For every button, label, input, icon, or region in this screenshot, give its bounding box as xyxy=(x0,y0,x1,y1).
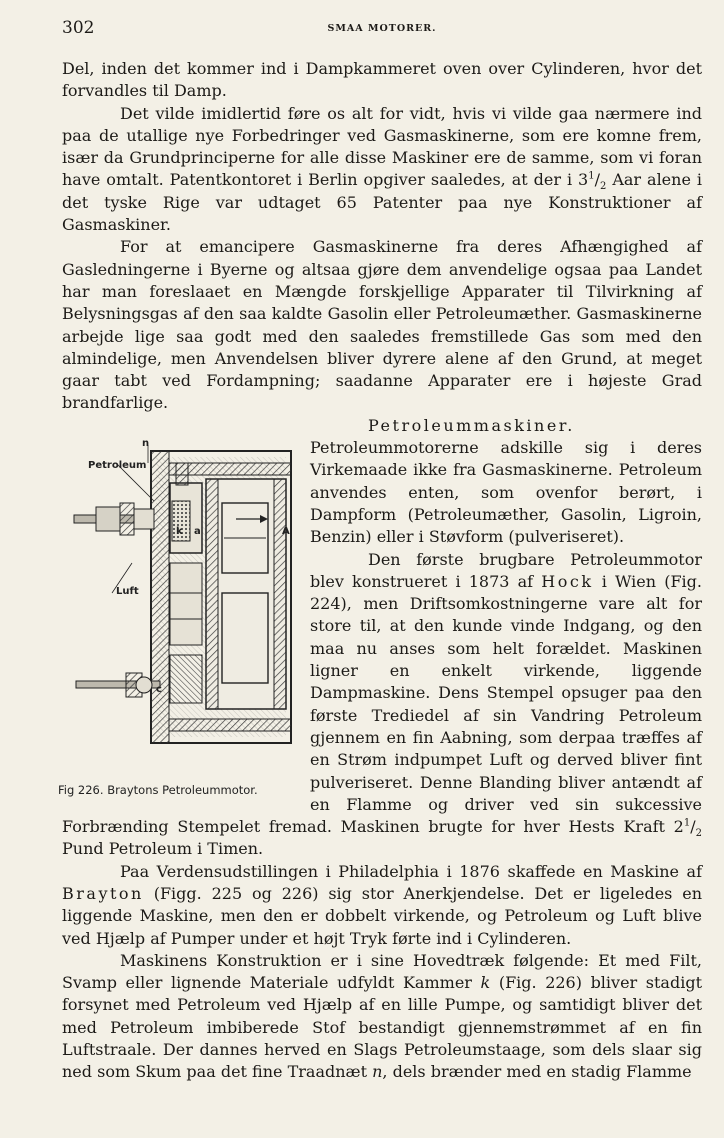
figure-caption: Fig 226. Braytons Petroleummotor. xyxy=(58,782,258,797)
name-brayton: Brayton xyxy=(62,883,144,903)
section-heading-petroleummaskiner: Petroleummaskiner. xyxy=(368,415,575,435)
fraction-denominator: 2 xyxy=(600,181,607,193)
label-c: c xyxy=(156,683,162,695)
paragraph-7-text-b: (Fig. 226) bliver stadigt forsynet med Petroleum ved Hjælp af en lille Pumpe, og samtidigt bliver det med Petroleum imbiberede Stof bestandigt gjennemstrømmet af en fin Luftstraale. Der dannes herved en Slags Petroleumstaage, som dels slaar sig ned som Skum paa det fine Traadnæt xyxy=(62,973,702,1082)
paragraph-7-text-c: , dels brænder med en stadig Flamme xyxy=(382,1062,692,1082)
paragraph-3 xyxy=(62,236,702,414)
name-hock: Hock xyxy=(541,571,594,591)
paragraph-2-text: Det vilde imidlertid føre os alt for vidt, hvis vi vilde gaa nærmere ind paa de utallige nye Forbedringer ved Gasmaskinerne, som ere komne frem, især da Grundprinciperne for alle disse Maskiner ere de samme, som vi foran have omtalt. Patentkontoret i Berlin opgiver saaledes, at der i xyxy=(62,103,702,190)
paragraph-6-text-b: (Figg. 225 og 226) sig stor Anerkjendelse. Det er ligeledes en liggende Maskine, men den er dobbelt virkende, og Petroleum og Luft blive ved Hjælp af Pumper under et højt Tryk førte ind i Cylinderen. xyxy=(62,883,702,948)
fraction-denominator-2: 2 xyxy=(695,828,702,840)
paragraph-7-text-a: Maskinens Konstruktion er i sine Hovedtræk følgende: Et med Filt, Svamp eller lignende Materiale udfyldt Kammer xyxy=(62,950,702,993)
paragraph-6 xyxy=(62,861,702,950)
paragraph-2: Det vilde imidlertid føre os alt for vidt, hvis vi vilde gaa nærmere ind paa de utallige nye Forbedringer ved Gasmaskinerne, som ere komne frem, især da Grundprinciperne for alle disse Maskiner ere de samme, som vi foran have omtalt. Patentkontoret i Berlin opgiver saaledes, at der i $3^1/_2$ Aar alene i det tyske Rige var udtaget 65 Patenter paa nye Konstruktioner af Gasmaskiner. xyxy=(62,103,703,235)
fraction-whole-2: 2 xyxy=(673,817,684,837)
label-k: k xyxy=(176,525,183,537)
page-body xyxy=(58,58,703,1084)
label-luft: Luft xyxy=(116,585,139,597)
symbol-k: k xyxy=(480,973,491,993)
engine-illustration xyxy=(56,443,300,773)
page-number: 302 xyxy=(62,18,95,38)
paragraph-2-tail: Aar alene i det tyske Rige var udtaget 65 Patenter paa nye Konstruktioner af Gasmaskiner. xyxy=(62,170,703,235)
fraction-numerator: 1 xyxy=(588,171,595,183)
running-title: SMAA MOTORER. xyxy=(327,23,437,34)
paragraph-3-text: For at emancipere Gasmaskinerne fra deres Afhængighed af Gasledningerne i Byerne og altsaa gjøre dem anvendelige ogsaa paa Landet har man foreslaaet en Mængde forskjellige Apparater til Tilvirkning af Belysningsgas af den saa kaldte Gasolin eller Petroleumæther. Gasmaskinerne arbejde lige saa godt med den saaledes fremstillede Gas som med den almindelige, men Anvendelsen bliver dyrere alene af den Grund, at meget gaar tabt ved Fordampning; saadanne Apparater ere i højeste Grad brandfarlige. xyxy=(62,237,702,413)
paragraph-4-text: Petroleummotorerne adskille sig i deres Virkemaade ikke fra Gasmaskinerne. Petroleum anvendes enten, som ovenfor berørt, i Dampform (Petroleumæther, Gasolin, Ligroin, Benzin) eller i Støvform (pulveriseret). xyxy=(310,438,702,547)
paragraph-1: Del, inden det kommer ind i Dampkammeret oven over Cylinderen, hvor det forvandles til Damp. xyxy=(62,59,702,101)
figure-braytons-petroleum-motor xyxy=(56,415,304,807)
paragraph-5-text-b: i Wien (Fig. 224), men Driftsomkostningerne vare alt for store til, at den kunde vinde Indgang, og den maa nu anses som helt forældet. Maskinen ligner en enkelt virkende, liggende Dampmaskine. Dens Stempel opsuger paa den første Trediedel af sin Vandring Petroleum gjennem en fin Aabning, som derpaa træffes af en Strøm indpumpet Luft og derved bliver fint pulveriseret. Denne Blanding bliver antændt af en Flamme og driver ved sin sukcessive Forbrænding Stempelet fremad. Maskinen brugte for hver Hests Kraft xyxy=(62,571,702,837)
label-A: A xyxy=(282,525,290,537)
fraction-whole: 3 xyxy=(578,170,589,190)
paragraph-5-text-a: Den første brugbare Petroleummotor blev konstrueret i 1873 af xyxy=(310,549,702,591)
fraction-numerator-2: 1 xyxy=(683,817,691,829)
paragraph-5: Den første brugbare Petroleummotor blev konstrueret i 1873 af Hock i Wien (Fig. 224), men Driftsomkostningerne vare alt for store til, at den kunde vinde Indgang, og den maa nu anses som helt forældet. Maskinen ligner en enkelt virkende, liggende Dampmaskine. Dens Stempel opsuger paa den første Trediedel af sin Vandring Petroleum gjennem en fin Aabning, som derpaa træffes af en Strøm indpumpet Luft og derved bliver fint pulveriseret. Denne Blanding bliver antændt af en Flamme og driver ved sin sukcessive Forbrænding Stempelet fremad. Maskinen brugte for hver Hests Kraft $2^1/_2$ Pund Petroleum i Timen. xyxy=(62,549,702,859)
label-a: a xyxy=(194,525,201,537)
paragraph-7 xyxy=(62,950,702,1084)
label-n: n xyxy=(142,437,150,449)
paragraph-6-text-a: Paa Verdensudstillingen i Philadelphia i 1876 skaffede en Maskine af xyxy=(120,861,702,881)
page-header xyxy=(62,18,702,42)
label-petroleum: Petroleum xyxy=(88,459,147,471)
symbol-n: n xyxy=(372,1062,383,1082)
paragraph-5-text-c: Pund Petroleum i Timen. xyxy=(62,839,264,859)
